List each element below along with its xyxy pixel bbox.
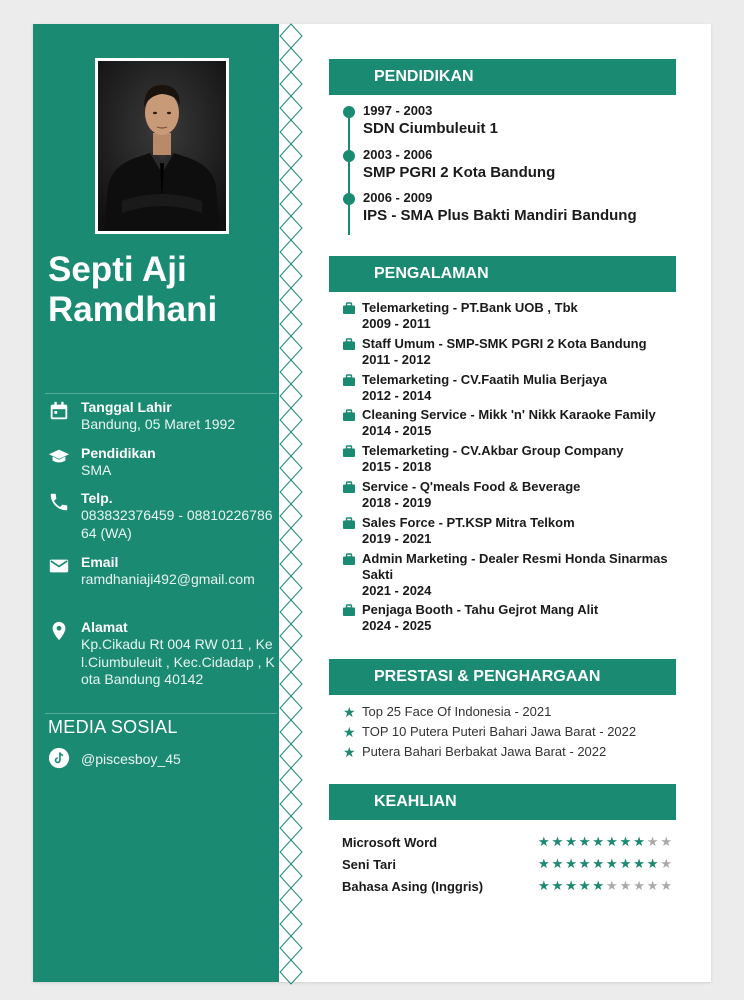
skill-rating — [538, 878, 678, 894]
achievement-text: Putera Bahari Berbakat Jawa Barat - 2022 — [362, 744, 607, 759]
star-icon: ★ — [343, 744, 356, 760]
rating-star-icon: ★ ★ — [565, 856, 578, 872]
rating-star-icon: ★ ★ — [592, 856, 605, 872]
rating-star-icon — [647, 878, 660, 894]
achievements-header: PRESTASI & PENGHARGAAN — [329, 659, 676, 695]
rating-star-icon — [660, 834, 673, 850]
rating-star-icon: ★ ★ — [552, 834, 565, 850]
education-value: SMA — [81, 462, 112, 478]
experience-years: 2015 - 2018 — [362, 459, 432, 474]
briefcase-icon — [343, 339, 355, 350]
rating-star-icon: ★ ★ — [620, 856, 633, 872]
rating-star-icon: ★ ★ — [579, 856, 592, 872]
experience-title: Cleaning Service - Mikk 'n' Nikk Karaoke Family — [362, 407, 656, 422]
experience-years: 2021 - 2024 — [362, 583, 432, 598]
briefcase-icon — [343, 482, 355, 493]
education-header: PENDIDIKAN — [329, 59, 676, 95]
experience-years: 2024 - 2025 — [362, 618, 432, 633]
experience-years: 2018 - 2019 — [362, 495, 432, 510]
skills-header: KEAHLIAN — [329, 784, 676, 820]
skill-name: Microsoft Word — [342, 835, 438, 850]
graduation-cap-icon — [48, 446, 70, 468]
briefcase-icon — [343, 410, 355, 421]
experience-years: 2009 - 2011 — [362, 316, 431, 331]
birth-label: Tanggal Lahir — [81, 399, 172, 415]
rating-star-icon: ★ ★ — [606, 856, 619, 872]
address-label: Alamat — [81, 619, 128, 635]
rating-star-icon — [633, 878, 646, 894]
skill-name: Seni Tari — [342, 857, 396, 872]
rating-star-icon: ★ ★ — [538, 834, 551, 850]
star-icon: ★ — [343, 704, 356, 720]
rating-star-icon: ★ ★ — [552, 878, 565, 894]
experience-title: Telemarketing - CV.Faatih Mulia Berjaya — [362, 372, 607, 387]
email-value: ramdhaniaji492@gmail.com — [81, 571, 255, 587]
star-icon: ★ — [343, 724, 356, 740]
phone-icon — [48, 491, 70, 513]
sidebar — [33, 24, 279, 982]
experience-title: Admin Marketing - Dealer Resmi Honda Sinarmas Sakti — [362, 551, 668, 582]
skill-rating — [538, 856, 678, 872]
experience-years: 2014 - 2015 — [362, 423, 432, 438]
briefcase-icon — [343, 518, 355, 529]
rating-star-icon: ★ ★ — [647, 856, 660, 872]
experience-title: Telemarketing - PT.Bank UOB , Tbk — [362, 300, 578, 315]
rating-star-icon: ★ ★ — [592, 834, 605, 850]
rating-star-icon — [606, 878, 619, 894]
experience-title: Sales Force - PT.KSP Mitra Telkom — [362, 515, 575, 530]
experience-years: 2011 - 2012 — [362, 352, 431, 367]
achievement-text: Top 25 Face Of Indonesia - 2021 — [362, 704, 552, 719]
briefcase-icon — [343, 605, 355, 616]
address-value: Kp.Cikadu Rt 004 RW 011 , Kel.Ciumbuleuit , Kec.Cidadap , Kota Bandung 40142 — [81, 636, 275, 687]
skill-name: Bahasa Asing (Inggris) — [342, 879, 484, 894]
divider-line — [45, 393, 277, 394]
education-years: 1997 - 2003 — [363, 103, 433, 118]
rating-star-icon — [620, 878, 633, 894]
calendar-icon — [48, 400, 70, 422]
experience-years: 2012 - 2014 — [362, 388, 432, 403]
rating-star-icon: ★ ★ — [538, 878, 551, 894]
experience-title: Staff Umum - SMP-SMK PGRI 2 Kota Bandung — [362, 336, 647, 351]
education-years: 2003 - 2006 — [363, 147, 433, 162]
rating-star-icon — [647, 834, 660, 850]
briefcase-icon — [343, 375, 355, 386]
location-pin-icon — [48, 620, 70, 642]
cv-page — [33, 24, 711, 982]
profile-photo — [95, 58, 229, 234]
education-timeline-line — [348, 107, 350, 235]
skill-rating — [538, 834, 678, 850]
timeline-dot — [343, 106, 355, 118]
tiktok-icon — [48, 747, 70, 769]
experience-years: 2019 - 2021 — [362, 531, 432, 546]
phone-value: 083832376459 - 0881022678664 (WA) — [81, 507, 273, 541]
mail-icon — [48, 555, 70, 577]
briefcase-icon — [343, 446, 355, 457]
experience-title: Penjaga Booth - Tahu Gejrot Mang Alit — [362, 602, 599, 617]
achievement-text: TOP 10 Putera Puteri Bahari Jawa Barat - 2022 — [362, 724, 637, 739]
profile-name: Septi Aji Ramdhani — [48, 250, 218, 329]
diamond-pattern-divider — [279, 24, 303, 982]
rating-star-icon: ★ ★ — [552, 856, 565, 872]
birth-value: Bandung, 05 Maret 1992 — [81, 416, 236, 432]
experience-title: Telemarketing - CV.Akbar Group Company — [362, 443, 624, 458]
rating-star-icon — [660, 856, 673, 872]
rating-star-icon: ★ ★ — [633, 834, 646, 850]
rating-star-icon: ★ ★ — [579, 834, 592, 850]
timeline-dot — [343, 193, 355, 205]
media-social-title: MEDIA SOSIAL — [48, 717, 178, 737]
rating-star-icon — [660, 878, 673, 894]
rating-star-icon: ★ ★ — [565, 878, 578, 894]
social-handle: @piscesboy_45 — [81, 751, 181, 767]
divider-line — [45, 713, 277, 714]
education-label: Pendidikan — [81, 445, 156, 461]
education-school: IPS - SMA Plus Bakti Mandiri Bandung — [363, 207, 637, 224]
rating-star-icon: ★ ★ — [538, 856, 551, 872]
education-school: SMP PGRI 2 Kota Bandung — [363, 164, 556, 181]
rating-star-icon: ★ ★ — [592, 878, 605, 894]
education-school: SDN Ciumbuleuit 1 — [363, 120, 499, 137]
briefcase-icon — [343, 303, 355, 314]
rating-star-icon: ★ ★ — [565, 834, 578, 850]
experience-header: PENGALAMAN — [329, 256, 676, 292]
education-years: 2006 - 2009 — [363, 190, 433, 205]
email-label: Email — [81, 554, 119, 570]
timeline-dot — [343, 150, 355, 162]
rating-star-icon: ★ ★ — [620, 834, 633, 850]
phone-label: Telp. — [81, 490, 113, 506]
rating-star-icon: ★ ★ — [633, 856, 646, 872]
rating-star-icon: ★ ★ — [579, 878, 592, 894]
rating-star-icon: ★ ★ — [606, 834, 619, 850]
briefcase-icon — [343, 554, 355, 565]
experience-title: Service - Q'meals Food & Beverage — [362, 479, 581, 494]
